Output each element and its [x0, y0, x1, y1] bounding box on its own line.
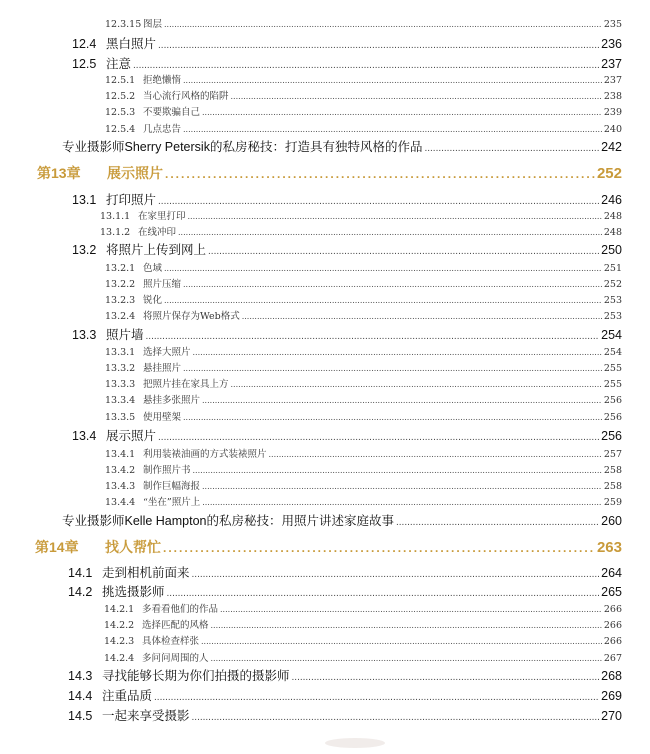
entry-title: 图层	[143, 19, 163, 30]
toc-entry	[105, 392, 622, 405]
entry-title: 色域	[143, 263, 163, 274]
entry-page: 235	[603, 19, 622, 30]
entry-title: 注意	[106, 57, 132, 71]
chapter-number: 第13章	[37, 165, 81, 181]
dot-leader	[158, 432, 599, 443]
entry-page: 253	[603, 311, 622, 322]
dot-leader	[183, 280, 602, 289]
entry-page: 240	[603, 124, 622, 135]
entry-number: 13.3.3	[105, 379, 136, 390]
entry-page: 255	[603, 363, 622, 374]
dot-leader	[211, 654, 602, 663]
dot-leader	[167, 588, 600, 599]
dot-leader	[188, 212, 602, 221]
entry-page: 237	[603, 75, 622, 86]
entry-page: 265	[601, 585, 622, 599]
dot-leader	[201, 637, 602, 646]
chapter-heading	[37, 163, 622, 183]
toc-entry	[72, 190, 622, 207]
dot-leader	[163, 541, 595, 555]
entry-page: 258	[603, 465, 622, 476]
entry-number: 14.4	[68, 689, 93, 703]
entry-number: 13.1.1	[100, 211, 131, 222]
dot-leader	[242, 312, 602, 321]
entry-page: 254	[601, 328, 622, 342]
dot-leader	[192, 569, 600, 580]
dot-leader	[208, 246, 599, 257]
entry-number: 13.2.2	[105, 279, 136, 290]
entry-number: 12.5.3	[105, 107, 136, 118]
entry-page: 250	[601, 243, 622, 257]
entry-number: 13.4.1	[105, 449, 136, 460]
dot-leader	[183, 413, 602, 422]
dot-leader	[178, 228, 602, 237]
entry-title: 悬挂多张照片	[143, 395, 201, 406]
chapter-title: 展示照片	[107, 165, 163, 181]
dot-leader	[165, 167, 595, 181]
entry-title: 制作照片书	[143, 465, 191, 476]
entry-title: 几点忠告	[143, 124, 182, 135]
entry-number: 12.4	[72, 37, 97, 51]
entry-page: 236	[601, 37, 622, 51]
dot-leader	[158, 40, 599, 51]
dot-leader	[292, 672, 600, 683]
toc-entry	[68, 563, 622, 580]
entry-page: 266	[603, 636, 622, 647]
entry-page: 270	[601, 709, 622, 723]
dot-leader	[183, 76, 602, 85]
entry-title: 照片压缩	[143, 279, 182, 290]
entry-number: 13.2.4	[105, 311, 136, 322]
toc-entry	[105, 276, 622, 289]
dot-leader	[424, 143, 599, 154]
entry-number: 13.2.1	[105, 263, 136, 274]
toc-entry	[62, 137, 622, 154]
toc-entry	[105, 260, 622, 273]
toc-entry	[105, 360, 622, 373]
dot-leader	[183, 364, 602, 373]
entry-number: 13.2.3	[105, 295, 136, 306]
entry-title: 把照片挂在家具上方	[143, 379, 229, 390]
entry-page: 251	[603, 263, 622, 274]
entry-title: 走到相机前面来	[102, 566, 190, 580]
entry-number: 13.1.2	[100, 227, 131, 238]
entry-page: 266	[603, 620, 622, 631]
entry-page: 266	[603, 604, 622, 615]
entry-title: 多问问周围的人	[142, 653, 209, 664]
toc-entry	[72, 325, 622, 342]
entry-title: 展示照片	[106, 429, 157, 443]
toc-entry	[100, 224, 622, 237]
toc-entry	[104, 650, 622, 663]
entry-page: 248	[603, 211, 622, 222]
entry-title: 打印照片	[106, 193, 157, 207]
toc-entry	[68, 686, 622, 703]
entry-page: 269	[601, 689, 622, 703]
dot-leader	[231, 92, 602, 101]
entry-title: 当心流行风格的陷阱	[143, 91, 229, 102]
entry-number: 12.5	[72, 57, 97, 71]
entry-number: 14.2.3	[104, 636, 135, 647]
scan-smudge	[325, 738, 385, 748]
entry-page: 258	[603, 481, 622, 492]
entry-page: 255	[603, 379, 622, 390]
chapter-number: 第14章	[35, 539, 79, 555]
entry-title: 选择大照片	[143, 347, 191, 358]
dot-leader	[133, 60, 599, 71]
entry-number: 12.5.2	[105, 91, 136, 102]
entry-number: 14.2.4	[104, 653, 135, 664]
entry-number: 13.3	[72, 328, 97, 342]
toc-entry	[105, 478, 622, 491]
entry-title: 将照片上传到网上	[106, 243, 207, 257]
entry-title: 在家里打印	[138, 211, 186, 222]
entry-page: 239	[603, 107, 622, 118]
dot-leader	[158, 196, 599, 207]
entry-title: 使用壁架	[143, 412, 182, 423]
toc-entry	[105, 121, 622, 134]
entry-title: 制作巨幅海报	[143, 481, 201, 492]
toc-entry	[105, 494, 622, 507]
dot-leader	[164, 296, 602, 305]
dot-leader	[202, 482, 602, 491]
toc-entry	[105, 292, 622, 305]
entry-page: 260	[601, 514, 622, 528]
entry-title: 注重品质	[102, 689, 153, 703]
entry-number: 12.5.1	[105, 75, 136, 86]
toc-entry	[105, 376, 622, 389]
entry-page: 256	[601, 429, 622, 443]
entry-number: 13.4.4	[105, 497, 136, 508]
entry-number: 12.3.15	[105, 19, 142, 30]
toc-entry	[100, 208, 622, 221]
dot-leader	[193, 466, 602, 475]
entry-page: 252	[603, 279, 622, 290]
entry-number: 13.3.1	[105, 347, 136, 358]
toc-entry	[105, 446, 622, 459]
entry-page: 264	[601, 566, 622, 580]
entry-page: 237	[601, 57, 622, 71]
dot-leader	[220, 605, 602, 614]
entry-page: 254	[603, 347, 622, 358]
dot-leader	[202, 396, 602, 405]
chapter-page: 252	[596, 165, 622, 182]
entry-title: “坐在”照片上	[143, 497, 201, 508]
entry-number: 12.5.4	[105, 124, 136, 135]
entry-title: 不要欺骗自己	[143, 107, 201, 118]
entry-number: 14.3	[68, 669, 93, 683]
entry-page: 246	[601, 193, 622, 207]
toc-entry	[105, 16, 622, 29]
entry-number: 13.1	[72, 193, 97, 207]
toc-entry	[105, 462, 622, 475]
toc-entry	[72, 54, 622, 71]
entry-title: 寻找能够长期为你们拍摄的摄影师	[102, 669, 290, 683]
entry-title: 挑选摄影师	[102, 585, 165, 599]
entry-number: 14.1	[68, 566, 93, 580]
toc-entry	[72, 426, 622, 443]
entry-number: 14.2.2	[104, 620, 135, 631]
toc-entry	[104, 601, 622, 614]
toc-entry	[72, 240, 622, 257]
entry-page: 248	[603, 227, 622, 238]
toc-entry	[105, 88, 622, 101]
entry-page: 256	[603, 395, 622, 406]
entry-page: 268	[601, 669, 622, 683]
toc-entry	[104, 633, 622, 646]
entry-number: 13.3.4	[105, 395, 136, 406]
entry-title: 将照片保存为Web格式	[143, 311, 240, 322]
dot-leader	[231, 380, 602, 389]
entry-title: 黑白照片	[106, 37, 157, 51]
toc-entry	[72, 34, 622, 51]
entry-title: 锐化	[143, 295, 163, 306]
dot-leader	[193, 348, 602, 357]
entry-number: 14.2	[68, 585, 93, 599]
entry-title: 拒绝懒惰	[143, 75, 182, 86]
entry-number: 13.4.3	[105, 481, 136, 492]
entry-number: 13.3.5	[105, 412, 136, 423]
entry-number: 14.5	[68, 709, 93, 723]
entry-title: 照片墙	[106, 328, 144, 342]
entry-title: 一起来享受摄影	[102, 709, 190, 723]
dot-leader	[164, 264, 602, 273]
entry-page: 238	[603, 91, 622, 102]
chapter-heading	[35, 537, 622, 557]
entry-page: 257	[603, 449, 622, 460]
toc-entry	[104, 617, 622, 630]
entry-number: 13.4	[72, 429, 97, 443]
dot-leader	[164, 20, 602, 29]
entry-title: 选择匹配的风格	[142, 620, 209, 631]
dot-leader	[269, 450, 602, 459]
toc-entry	[68, 706, 622, 723]
entry-page: 256	[603, 412, 622, 423]
entry-number: 13.2	[72, 243, 97, 257]
dot-leader	[183, 125, 602, 134]
entry-title: 专业摄影师Sherry Petersik的私房秘技：打造具有独特风格的作品	[62, 140, 423, 154]
toc-entry	[68, 582, 622, 599]
dot-leader	[192, 712, 600, 723]
entry-title: 悬挂照片	[143, 363, 182, 374]
entry-number: 14.2.1	[104, 604, 135, 615]
entry-title: 具体检查样张	[142, 636, 200, 647]
toc-entry	[105, 344, 622, 357]
dot-leader	[154, 692, 599, 703]
dot-leader	[202, 108, 602, 117]
dot-leader	[396, 517, 599, 528]
dot-leader	[146, 331, 600, 342]
dot-leader	[211, 621, 602, 630]
toc-entry	[105, 104, 622, 117]
entry-page: 259	[603, 497, 622, 508]
toc-entry	[105, 72, 622, 85]
entry-title: 利用装裱油画的方式装裱照片	[143, 449, 267, 460]
entry-title: 多看看他们的作品	[142, 604, 219, 615]
entry-page: 242	[601, 140, 622, 154]
chapter-page: 263	[596, 539, 622, 556]
entry-number: 13.4.2	[105, 465, 136, 476]
dot-leader	[202, 498, 602, 507]
entry-title: 专业摄影师Kelle Hampton的私房秘技：用照片讲述家庭故事	[62, 514, 394, 528]
toc-entry	[62, 511, 622, 528]
toc-entry	[105, 308, 622, 321]
entry-page: 253	[603, 295, 622, 306]
entry-number: 13.3.2	[105, 363, 136, 374]
entry-title: 在线冲印	[138, 227, 177, 238]
toc-entry	[105, 409, 622, 422]
entry-page: 267	[603, 653, 622, 664]
toc-entry	[68, 666, 622, 683]
chapter-title: 找人帮忙	[105, 539, 161, 555]
